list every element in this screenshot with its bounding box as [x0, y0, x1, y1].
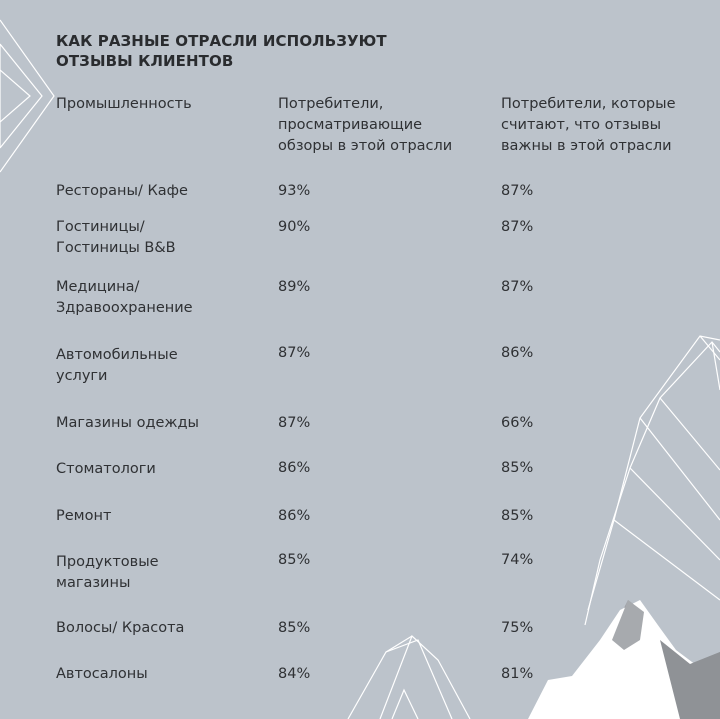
important-value: 87%: [501, 219, 534, 235]
industry-cell: [56, 345, 256, 387]
industry-cell: [56, 552, 256, 594]
important-value: 86%: [501, 345, 534, 361]
column-header-viewing: [278, 94, 488, 157]
industry-line: Здравоохранение: [56, 300, 193, 316]
industry-line: магазины: [56, 575, 131, 591]
industry-line: услуги: [56, 368, 108, 384]
viewing-value: 86%: [278, 508, 311, 524]
left-chevron-lines: [0, 20, 54, 172]
industry-line: Стоматологи: [56, 461, 156, 477]
viewing-value: 85%: [278, 552, 311, 568]
viewing-value: 85%: [278, 620, 311, 636]
header-line: обзоры в этой отрасли: [278, 138, 453, 154]
viewing-value: 87%: [278, 415, 311, 431]
important-value: 87%: [501, 279, 534, 295]
industry-cell: [56, 506, 256, 527]
right-line-mountains: [585, 336, 720, 625]
title-line: ОТЗЫВЫ КЛИЕНТОВ: [56, 52, 234, 70]
industry-line: Продуктовые: [56, 554, 159, 570]
industry-cell: [56, 664, 256, 685]
header-line: Потребители, которые: [501, 96, 676, 112]
industry-line: Медицина/: [56, 279, 140, 295]
industry-cell: [56, 459, 256, 480]
viewing-value: 86%: [278, 460, 311, 476]
industry-line: Магазины одежды: [56, 415, 199, 431]
industry-cell: [56, 277, 256, 319]
industry-cell: [56, 181, 256, 202]
viewing-value: 84%: [278, 666, 311, 682]
industry-line: Ремонт: [56, 508, 112, 524]
page-title: [56, 31, 387, 71]
industry-line: Волосы/ Красота: [56, 620, 185, 636]
important-value: 74%: [501, 552, 534, 568]
header-line: Промышленность: [56, 96, 192, 112]
title-line: КАК РАЗНЫЕ ОТРАСЛИ ИСПОЛЬЗУЮТ: [56, 32, 387, 50]
important-value: 85%: [501, 460, 534, 476]
industry-line: Рестораны/ Кафе: [56, 183, 188, 199]
viewing-value: 90%: [278, 219, 311, 235]
important-value: 85%: [501, 508, 534, 524]
industry-line: Автомобильные: [56, 347, 178, 363]
industry-cell: [56, 618, 256, 639]
viewing-value: 93%: [278, 183, 311, 199]
important-value: 81%: [501, 666, 534, 682]
industry-line: Автосалоны: [56, 666, 148, 682]
industry-line: Гостиницы B&B: [56, 240, 176, 256]
header-line: важны в этой отрасли: [501, 138, 672, 154]
column-header-important: [501, 94, 711, 157]
column-header-industry: [56, 94, 256, 115]
viewing-value: 87%: [278, 345, 311, 361]
industry-cell: [56, 413, 256, 434]
important-value: 87%: [501, 183, 534, 199]
header-line: Потребители,: [278, 96, 384, 112]
important-value: 66%: [501, 415, 534, 431]
viewing-value: 89%: [278, 279, 311, 295]
header-line: считают, что отзывы: [501, 117, 662, 133]
important-value: 75%: [501, 620, 534, 636]
header-line: просматривающие: [278, 117, 423, 133]
industry-cell: [56, 217, 256, 259]
industry-line: Гостиницы/: [56, 219, 145, 235]
